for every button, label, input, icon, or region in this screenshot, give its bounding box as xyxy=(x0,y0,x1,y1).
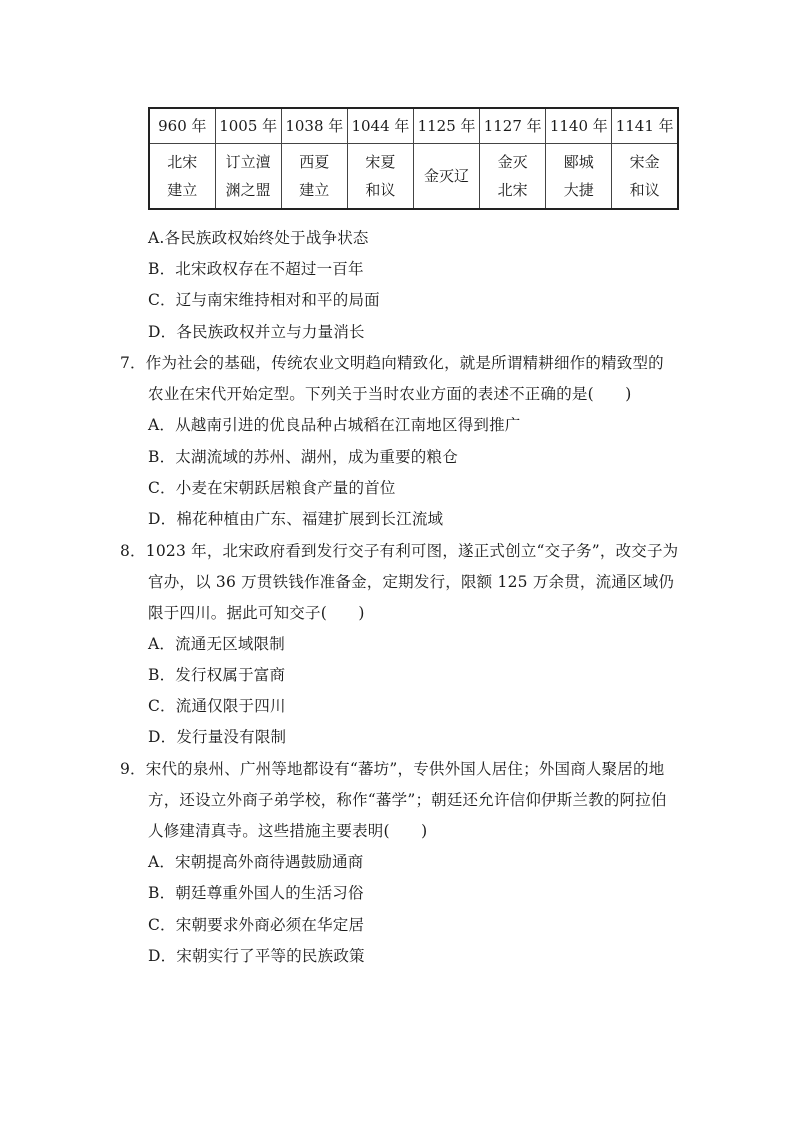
event-cell xyxy=(546,144,612,210)
q6-option-b: B．北宋政权存在不超过一百年 xyxy=(148,260,364,278)
year-cell: 1038 年 xyxy=(281,108,347,144)
year-cell: 1140 年 xyxy=(546,108,612,144)
q7-option-a: A．从越南引进的优良品种占城稻在江南地区得到推广 xyxy=(148,416,521,434)
event-cell xyxy=(414,144,480,210)
event-cell xyxy=(281,144,347,210)
q8-option-b: B．发行权属于富商 xyxy=(148,666,286,684)
q6-option-c: C．辽与南宋维持相对和平的局面 xyxy=(148,291,380,309)
year-row xyxy=(149,108,678,144)
q8-stem-line-2: 官办，以 36 万贯铁钱作准备金，定期发行，限额 125 万余贯，流通区域仍 xyxy=(148,573,675,591)
event-text: 订立澶 渊之盟 xyxy=(225,153,271,199)
q7-option-c: C．小麦在宋朝跃居粮食产量的首位 xyxy=(148,479,396,497)
q6-option-d: D．各民族政权并立与力量消长 xyxy=(148,323,365,341)
q8-stem-line-3: 限于四川。据此可知交子( ) xyxy=(148,604,365,622)
q9-option-c: C．宋朝要求外商必须在华定居 xyxy=(148,916,365,934)
year-cell: 1044 年 xyxy=(347,108,413,144)
event-text: 郾城 大捷 xyxy=(563,153,594,199)
event-text: 北宋 建立 xyxy=(167,153,198,199)
timeline-table xyxy=(148,107,679,210)
event-cell xyxy=(347,144,413,210)
event-text: 宋金 和议 xyxy=(629,153,660,199)
event-cell xyxy=(612,144,678,210)
q8-stem-line-1: 8．1023 年，北宋政府看到发行交子有利可图，遂正式创立“交子务”，改交子为 xyxy=(120,542,679,560)
year-cell: 1125 年 xyxy=(414,108,480,144)
year-cell: 1127 年 xyxy=(480,108,546,144)
q9-stem-line-3: 人修建清真寺。这些措施主要表明( ) xyxy=(148,822,428,840)
event-text: 金灭 北宋 xyxy=(497,153,528,199)
q9-option-b: B．朝廷尊重外国人的生活习俗 xyxy=(148,884,364,902)
q8-option-a: A．流通无区域限制 xyxy=(148,635,285,653)
q9-stem-line-2: 方，还设立外商子弟学校，称作“蕃学”；朝廷还允许信仰伊斯兰教的阿拉伯 xyxy=(148,791,667,809)
year-cell: 960 年 xyxy=(149,108,215,144)
q7-option-b: B．太湖流域的苏州、湖州，成为重要的粮仓 xyxy=(148,448,458,466)
event-cell xyxy=(215,144,281,210)
event-text: 宋夏 和议 xyxy=(365,153,396,199)
event-cell xyxy=(480,144,546,210)
event-row xyxy=(149,144,678,210)
event-text: 金灭辽 xyxy=(424,167,470,185)
q7-option-d: D．棉花种植由广东、福建扩展到长江流域 xyxy=(148,510,444,528)
event-cell xyxy=(149,144,215,210)
event-text: 西夏 建立 xyxy=(299,153,330,199)
q7-stem-line-2: 农业在宋代开始定型。下列关于当时农业方面的表述不正确的是( ) xyxy=(148,385,632,403)
year-cell: 1005 年 xyxy=(215,108,281,144)
q8-option-d: D．发行量没有限制 xyxy=(148,728,287,746)
q7-stem-line-1: 7．作为社会的基础，传统农业文明趋向精致化，就是所谓精耕细作的精致型的 xyxy=(120,354,664,372)
q9-option-a: A．宋朝提高外商待遇鼓励通商 xyxy=(148,853,364,871)
year-cell: 1141 年 xyxy=(612,108,678,144)
q9-option-d: D．宋朝实行了平等的民族政策 xyxy=(148,947,365,965)
q8-option-c: C．流通仅限于四川 xyxy=(148,697,286,715)
q9-stem-line-1: 9．宋代的泉州、广州等地都设有“蕃坊”，专供外国人居住；外国商人聚居的地 xyxy=(120,760,665,778)
q6-option-a: A.各民族政权始终处于战争状态 xyxy=(148,229,369,247)
